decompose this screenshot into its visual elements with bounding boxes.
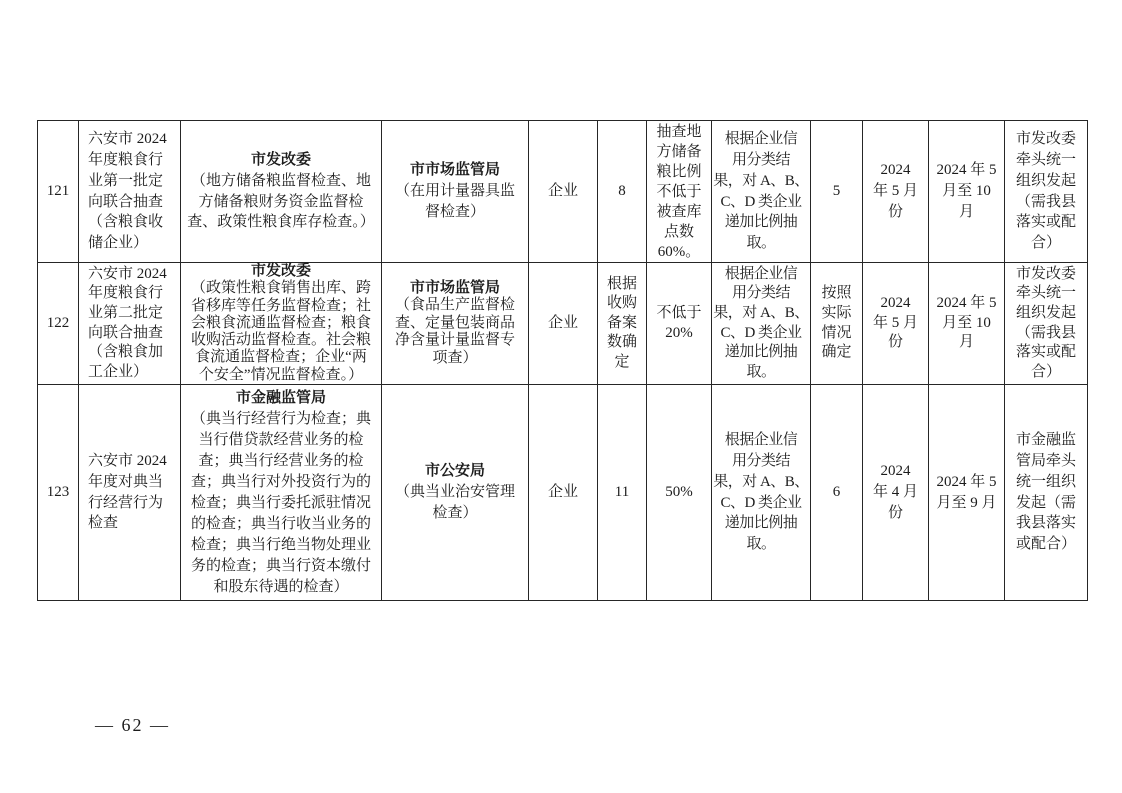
text-line: 市发改委: [1015, 131, 1076, 148]
text-line: 向联合抽查: [88, 193, 164, 210]
text-line: 方储备: [656, 143, 702, 160]
text-line: 不低于: [656, 183, 702, 200]
text-line: 年度粮食行: [88, 285, 164, 302]
text-line: 统一组织: [1015, 473, 1076, 490]
text-line: （含粮食收: [88, 214, 164, 231]
text-line: 2024: [880, 162, 911, 179]
lead-inspection-items: [182, 171, 380, 233]
text-line: 管局牵头: [1015, 452, 1076, 469]
text-line: （需我县: [1015, 193, 1076, 210]
text-line: 督检查）: [424, 203, 485, 220]
joint-inspection-items: [383, 297, 527, 367]
text-line: 市金融监: [1015, 432, 1076, 449]
sampling-ratio-cell: [647, 385, 712, 601]
text-line: 企业: [547, 484, 578, 501]
text-line: 数确: [606, 334, 637, 351]
text-line: 11: [614, 484, 630, 501]
text-line: 发起（需: [1015, 494, 1076, 511]
text-line: 份: [887, 334, 903, 351]
inspection-count-cell: [811, 385, 863, 601]
inspection-object-cell: [529, 263, 598, 385]
text-line: 月至 10: [942, 314, 991, 331]
remarks-cell: [1005, 263, 1088, 385]
lead-department-name: 市发改委: [250, 151, 311, 168]
sampling-method-cell: [712, 385, 811, 601]
text-line: 点数: [663, 223, 694, 240]
text-line: 5: [832, 183, 841, 200]
table-row: [38, 263, 1088, 385]
text-line: 业第二批定: [88, 304, 164, 321]
text-line: 备案: [606, 314, 637, 331]
text-line: 企业: [547, 183, 578, 200]
text-line: 定: [614, 353, 630, 370]
text-line: 2024 年 5: [936, 295, 997, 312]
lead-department-cell: [181, 121, 382, 263]
text-line: （在用计量器具监: [394, 183, 515, 200]
text-line: 8: [618, 183, 626, 200]
text-line: 2024 年 5: [936, 473, 997, 490]
text-line: 2024 年 5: [936, 162, 997, 179]
inspection-count-cell: [811, 121, 863, 263]
text-line: 检查: [88, 515, 119, 532]
text-line: 方储备粮财务资金监督检: [198, 193, 364, 210]
text-line: 取。: [746, 235, 776, 252]
text-line: （典当业治安管理: [394, 484, 515, 501]
text-line: 收购活动监督检查。社会粮: [190, 332, 371, 349]
sampling-method-cell: [712, 121, 811, 263]
inspection-period-cell: [929, 385, 1005, 601]
text-line: 不低于: [656, 304, 702, 321]
text-line: 查；典当行经营业务的检: [198, 452, 364, 469]
joint-department-name: 市市场监管局: [409, 162, 500, 179]
inspection-object-cell: [529, 121, 598, 263]
row-number-cell: 122: [38, 263, 79, 385]
object-count-cell: [598, 385, 647, 601]
joint-department-cell: [382, 263, 529, 385]
text-line: 取。: [746, 536, 776, 553]
joint-inspection-items: [383, 482, 527, 524]
sampling-ratio-cell: [647, 121, 712, 263]
lead-inspection-items: [182, 280, 380, 383]
text-line: 向联合抽查: [88, 324, 164, 341]
start-time-cell: [863, 385, 929, 601]
text-line: 递加比例抽: [724, 214, 798, 231]
text-line: 净含量计量监督专: [394, 332, 515, 349]
text-line: 和股东待遇的检查）: [213, 578, 349, 595]
text-line: 月至 10: [942, 183, 991, 200]
text-line: 用分类结: [731, 151, 790, 168]
text-line: （政策性粮食销售出库、跨: [190, 280, 371, 297]
task-name-cell: [79, 385, 181, 601]
text-line: 收购: [606, 295, 637, 312]
text-line: 工企业）: [88, 363, 149, 380]
text-line: 20%: [665, 324, 693, 341]
text-line: 年 5 月: [872, 183, 918, 200]
text-line: 落实或配: [1015, 214, 1076, 231]
text-line: 情况: [821, 324, 852, 341]
text-line: 六安市 2024: [88, 265, 167, 282]
start-time-cell: [863, 263, 929, 385]
text-line: 查、政策性粮食库存检查。）: [187, 214, 375, 231]
object-count-cell: [598, 263, 647, 385]
text-line: 或配合）: [1015, 536, 1076, 553]
text-line: 用分类结: [731, 285, 790, 302]
inspection-count-cell: [811, 263, 863, 385]
lead-department-cell: [181, 263, 382, 385]
text-line: 根据企业信: [724, 432, 798, 449]
text-line: 年度对典当: [88, 473, 164, 490]
text-line: 检查；典当行委托派驻情况: [190, 494, 371, 511]
text-line: 牵头统一: [1015, 151, 1076, 168]
text-line: 年度粮食行: [88, 151, 164, 168]
inspection-table: [37, 120, 1088, 601]
text-line: （典当行经营行为检查；典: [190, 410, 371, 427]
text-line: （地方储备粮监督检查、地: [190, 172, 371, 189]
text-line: 抽查地: [656, 123, 702, 140]
text-line: 当行借贷款经营业务的检: [198, 431, 364, 448]
text-line: （食品生产监督检: [394, 297, 515, 314]
task-name-cell: [79, 263, 181, 385]
remarks-cell: [1005, 121, 1088, 263]
text-line: 按照: [821, 285, 852, 302]
text-line: 确定: [821, 344, 852, 361]
text-line: 检查；典当行绝当物处理业: [190, 536, 371, 553]
text-line: 会粮食流通监督检查；粮食: [190, 314, 371, 331]
text-line: 六安市 2024: [88, 452, 167, 469]
text-line: 业第一批定: [88, 172, 164, 189]
text-line: 月: [958, 203, 974, 220]
text-line: C、D 类企业: [720, 494, 802, 511]
text-line: 六安市 2024: [88, 131, 167, 148]
lead-department-name: 市发改委: [250, 263, 311, 280]
text-line: 用分类结: [731, 452, 790, 469]
row-number-cell: 123: [38, 385, 79, 601]
text-line: 根据企业信: [724, 265, 798, 282]
text-line: 份: [887, 203, 903, 220]
text-line: 查；典当行对外投资行为的: [190, 473, 371, 490]
text-line: C、D 类企业: [720, 193, 802, 210]
text-line: 果，对 A、B、: [713, 473, 809, 490]
text-line: 月: [958, 334, 974, 351]
sampling-method-cell: [712, 263, 811, 385]
joint-department-cell: [382, 385, 529, 601]
inspection-period-cell: [929, 121, 1005, 263]
text-line: 个安全”情况监督检查。）: [198, 366, 364, 383]
text-line: 取。: [746, 363, 776, 380]
text-line: 行经营行为: [88, 494, 164, 511]
text-line: 企业: [547, 314, 578, 331]
text-line: 月至 9 月: [936, 494, 997, 511]
text-line: 储企业）: [88, 235, 149, 252]
text-line: 实际: [821, 304, 852, 321]
text-line: 根据企业信: [724, 131, 798, 148]
inspection-object-cell: [529, 385, 598, 601]
text-line: 组织发起: [1015, 304, 1076, 321]
text-line: 查、定量包装商品: [394, 314, 515, 331]
text-line: 合）: [1030, 363, 1061, 380]
text-line: 牵头统一: [1015, 285, 1076, 302]
text-line: （含粮食加: [88, 344, 164, 361]
text-line: 递加比例抽: [724, 344, 798, 361]
row-number-cell: 121: [38, 121, 79, 263]
joint-department-name: 市市场监管局: [409, 279, 500, 296]
text-line: 果，对 A、B、: [713, 172, 809, 189]
text-line: 市发改委: [1015, 265, 1076, 282]
document-page: [37, 120, 1087, 601]
text-line: 务的检查；典当行资本缴付: [190, 557, 371, 574]
text-line: 省移库等任务监督检查；社: [190, 297, 371, 314]
page-number: — 62 —: [95, 715, 170, 735]
joint-department-cell: [382, 121, 529, 263]
text-line: 食流通监督检查；企业“两: [195, 349, 367, 366]
text-line: 检查）: [432, 504, 478, 521]
joint-inspection-items: [383, 181, 527, 223]
text-line: 我县落实: [1015, 515, 1076, 532]
table-row: [38, 121, 1088, 263]
text-line: 2024: [880, 463, 911, 480]
text-line: 份: [887, 504, 903, 521]
lead-department-name: 市金融监管局: [235, 389, 326, 406]
text-line: 项查）: [432, 349, 478, 366]
text-line: 组织发起: [1015, 172, 1076, 189]
joint-department-name: 市公安局: [424, 463, 485, 480]
lead-department-cell: [181, 385, 382, 601]
text-line: 年 5 月: [872, 314, 918, 331]
text-line: C、D 类企业: [720, 324, 802, 341]
text-line: 60%。: [657, 243, 701, 260]
object-count-cell: [598, 121, 647, 263]
text-line: 被查库: [656, 203, 702, 220]
lead-inspection-items: [182, 409, 380, 598]
text-line: 的检查；典当行收当业务的: [190, 515, 371, 532]
text-line: 落实或配: [1015, 344, 1076, 361]
start-time-cell: [863, 121, 929, 263]
text-line: 50%: [665, 484, 693, 501]
text-line: 6: [832, 484, 841, 501]
sampling-ratio-cell: [647, 263, 712, 385]
table-row: [38, 385, 1088, 601]
text-line: 年 4 月: [872, 484, 918, 501]
text-line: 粮比例: [656, 163, 702, 180]
text-line: 递加比例抽: [724, 515, 798, 532]
inspection-period-cell: [929, 263, 1005, 385]
remarks-cell: [1005, 385, 1088, 601]
text-line: 合）: [1030, 235, 1061, 252]
text-line: 2024: [880, 295, 911, 312]
task-name-cell: [79, 121, 181, 263]
text-line: （需我县: [1015, 324, 1076, 341]
text-line: 果，对 A、B、: [713, 304, 809, 321]
table-body: [38, 121, 1088, 601]
text-line: 根据: [606, 275, 637, 292]
